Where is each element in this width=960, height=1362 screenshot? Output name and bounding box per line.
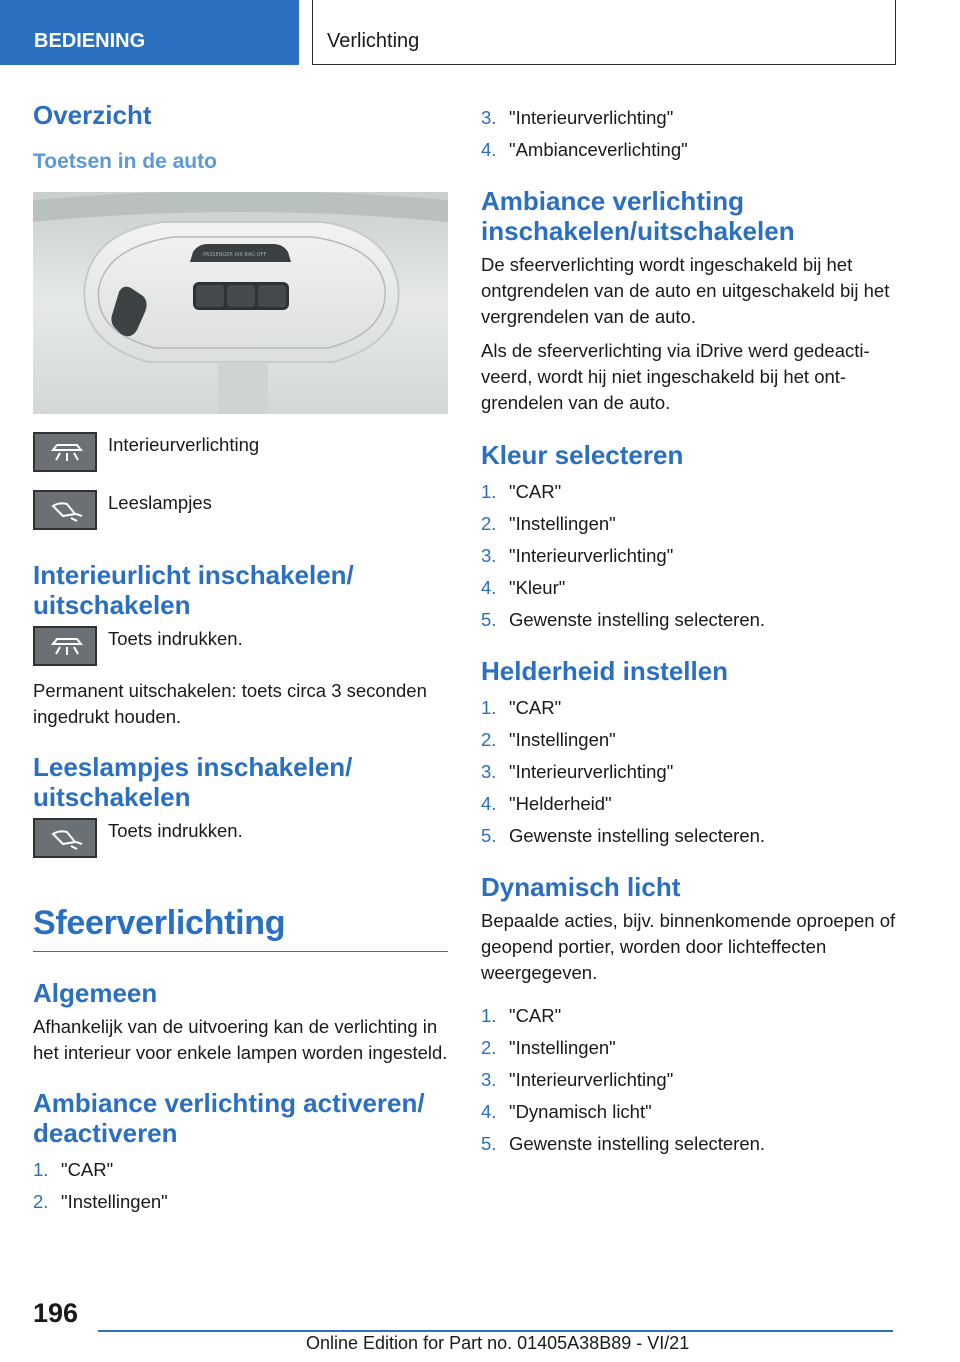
reading-instruction — [33, 818, 448, 858]
reading-heading: Leeslampjes inschakelen/ uitschakelen — [33, 752, 353, 812]
page-number: 196 — [33, 1298, 79, 1328]
onoff-heading: Ambiance verlichting inschakelen/uitschakelen — [481, 186, 795, 246]
general-heading: Algemeen — [33, 978, 158, 1008]
ambient-title: Sfeerverlichting — [33, 904, 448, 952]
list-item: 4. "Helderheid" — [481, 793, 612, 814]
brightness-steps — [481, 692, 901, 852]
list-item: 1. "CAR" — [481, 697, 562, 718]
list-item: 1. "CAR" — [33, 1159, 114, 1180]
right-column — [481, 102, 901, 1160]
brightness-heading: Helderheid instellen — [481, 656, 729, 686]
activate-steps — [33, 1154, 448, 1218]
color-heading: Kleur selecteren — [481, 440, 684, 470]
list-item: 2. "Instellingen" — [481, 513, 616, 534]
list-item: 4. "Dynamisch licht" — [481, 1101, 652, 1122]
onoff-text-1: De sfeerverlichting wordt ingeschakeld bij het ontgrendelen van de auto en uitgeschakeld bij het vergrendelen van de auto. — [481, 254, 890, 327]
chapter-title: Verlichting — [312, 0, 896, 65]
svg-text:PASSENGER AIR BAG OFF: PASSENGER AIR BAG OFF — [203, 252, 267, 258]
button-legend-reading — [33, 490, 448, 530]
edition-footer: Online Edition for Part no. 01405A38B89 - VI/21 — [306, 1333, 690, 1353]
dynamic-heading: Dynamisch licht — [481, 872, 681, 902]
list-item: 3. "Interieurverlichting" — [481, 545, 674, 566]
dynamic-text: Bepaalde acties, bijv. binnenkomende oproepen of geopend portier, worden door lichteffecten weergegeven. — [481, 910, 896, 983]
general-text: Afhankelijk van de uitvoering kan de verlichting in het interieur voor enkele lampen worden ingesteld. — [33, 1016, 448, 1063]
button-label-interior: Interieurverlichting — [108, 434, 260, 455]
list-item: 3. "Interieurverlichting" — [481, 107, 674, 128]
interior-note: Permanent uitschakelen: toets circa 3 seconden ingedrukt houden. — [33, 680, 427, 727]
interior-light-icon — [33, 626, 97, 666]
list-item: 3. "Interieurverlichting" — [481, 761, 674, 782]
interior-heading: Interieurlicht inschakelen/ uitschakelen — [33, 560, 354, 620]
activate-steps-continued — [481, 102, 901, 166]
interior-button-label: Toets indrukken. — [108, 628, 243, 649]
reading-light-icon — [33, 818, 97, 858]
interior-light-icon — [33, 432, 97, 472]
list-item: 4. "Ambianceverlichting" — [481, 139, 688, 160]
list-item: 5. Gewenste instelling selecteren. — [481, 609, 766, 630]
list-item: 1. "CAR" — [481, 1005, 562, 1026]
color-steps — [481, 476, 901, 636]
reading-button-label: Toets indrukken. — [108, 820, 243, 841]
list-item: 5. Gewenste instelling selecteren. — [481, 825, 766, 846]
footer-rule — [98, 1330, 893, 1332]
button-label-reading: Leeslampjes — [108, 492, 212, 513]
list-item: 2. "Instellingen" — [33, 1191, 168, 1212]
overhead-console-photo — [33, 192, 448, 414]
dynamic-steps — [481, 1000, 901, 1160]
list-item: 1. "CAR" — [481, 481, 562, 502]
section-tab: BEDIENING — [0, 0, 299, 65]
list-item: 2. "Instellingen" — [481, 1037, 616, 1058]
list-item: 4. "Kleur" — [481, 577, 566, 598]
overview-heading: Overzicht — [33, 100, 152, 130]
onoff-text-2: Als de sfeerverlichting via iDrive werd gedeactiveerd, wordt hij niet ingeschakeld bij het ontgrendelen van de auto. — [481, 340, 870, 413]
buttons-heading: Toetsen in de auto — [33, 150, 217, 173]
list-item: 3. "Interieurverlichting" — [481, 1069, 674, 1090]
list-item: 5. Gewenste instelling selecteren. — [481, 1133, 766, 1154]
left-column — [33, 100, 448, 1218]
list-item: 2. "Instellingen" — [481, 729, 616, 750]
reading-light-icon — [33, 490, 97, 530]
button-legend-interior — [33, 432, 448, 472]
interior-instruction — [33, 626, 448, 666]
activate-heading: Ambiance verlichting activeren/ deactiveren — [33, 1088, 425, 1148]
